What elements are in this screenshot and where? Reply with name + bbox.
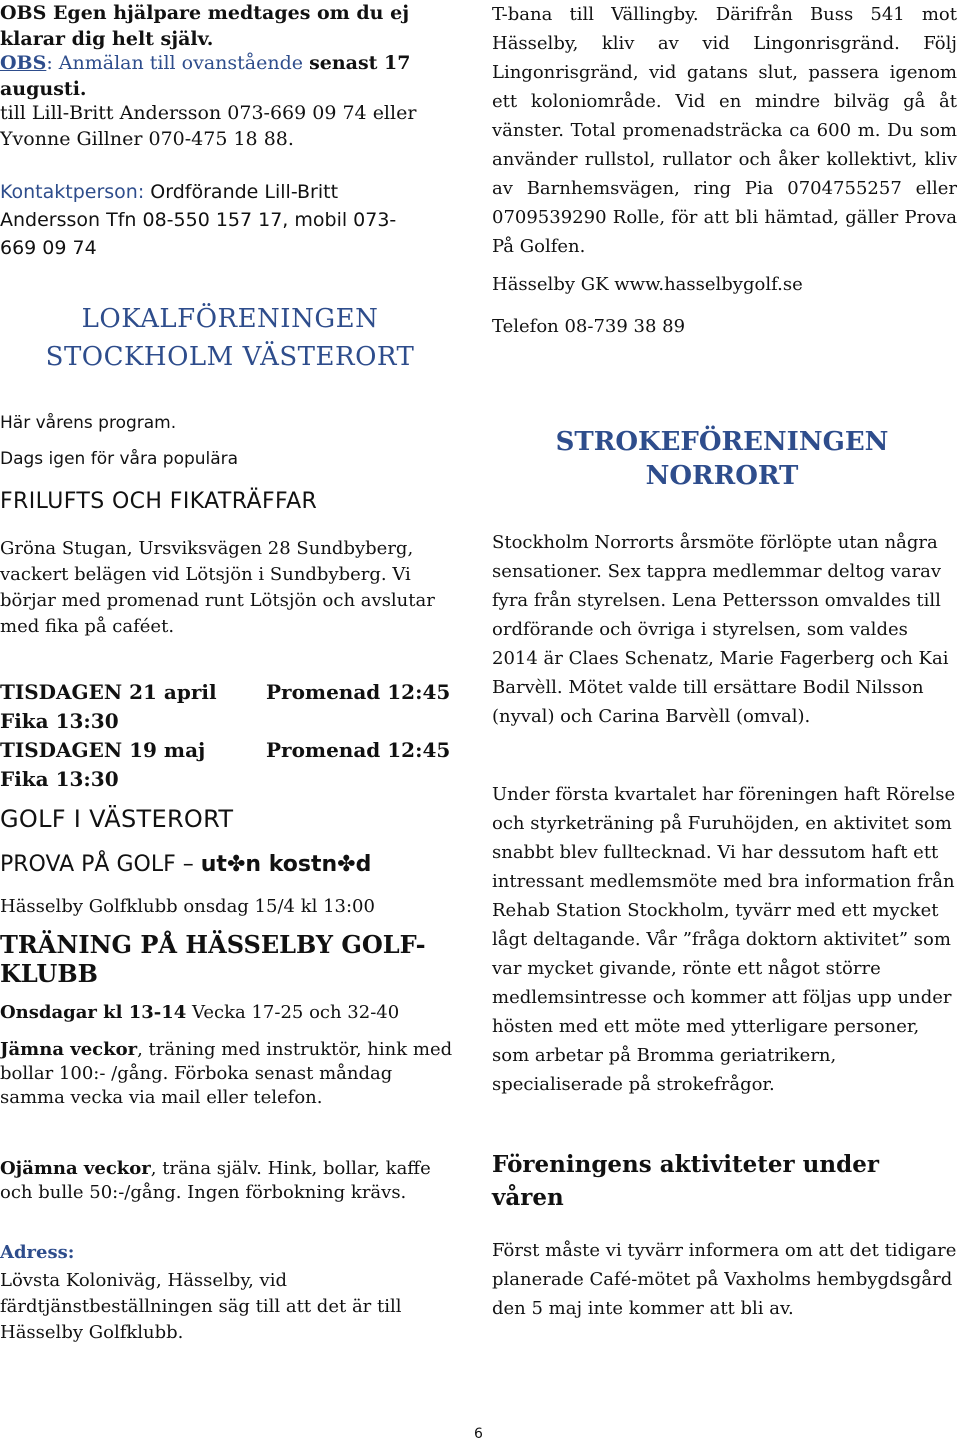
schedule-1-walk: Promenad 12:45	[266, 680, 451, 704]
lokalforeningen-heading	[0, 300, 460, 376]
kvartal-text: Under första kvartalet har föreningen haft Rörelse och styrketräning på Furuhöjden, en aktivitet som snabbt blev fulltecknad. Vi har dessutom haft ett intressant medlemsmöte med bra information från Rehab Station Stockholm, tyvärr med ett mycket lågt deltagande. Vår ”fråga doktorn aktivitet” som var mycket givande, rönte ett något större medlemsintresse och kommer att följas upp under hösten med ett möte med ytterligare personer, som arbetar på Bromma geriatrikern, specialiserade på strokefrågor.	[492, 784, 956, 1095]
stroke-heading-line-1: STROKEFÖRENINGEN	[555, 427, 889, 457]
golf-phone: Telefon 08-739 38 89	[492, 316, 686, 337]
aktiviteter-heading: Föreningens aktiviteter under våren	[492, 1151, 879, 1211]
ojamna-label: Ojämna veckor	[0, 1158, 151, 1179]
cafe-info: Först måste vi tyvärr informera om att det tidigare planerade Café-mötet på Vaxholms hembygdsgård den 5 maj inte kommer att bli av.	[492, 1240, 957, 1319]
prova-prefix: PROVA PÅ GOLF –	[0, 852, 201, 877]
onsdagar-info	[0, 1000, 399, 1025]
heading-line-1: LOKALFÖRENINGEN	[81, 304, 379, 334]
contact-line: till Lill-Britt Andersson 073-669 09 74 eller Yvonne Gillner 070-475 18 88.	[0, 102, 417, 150]
contact-text: Ordförande Lill-Britt Andersson Tfn 08-550 157 17, mobil 073-669 09 74	[0, 181, 397, 259]
adress-label: Adress:	[0, 1242, 75, 1263]
strokeforeningen-heading	[492, 425, 952, 493]
schedule-1-day: TISDAGEN 21 april	[0, 680, 217, 704]
adress-text: Lövsta Koloniväg, Hässelby, vid färdtjänstbeställningen säg till att det är till Hässelby Golfklubb.	[0, 1270, 402, 1343]
jamna-veckor-info	[0, 1038, 455, 1110]
schedule-2-walk: Promenad 12:45	[266, 738, 451, 762]
ojamna-veckor-info	[0, 1157, 440, 1205]
obs-registration-note	[0, 50, 450, 102]
obs-label: OBS	[0, 52, 47, 74]
obs-text: : Anmälan till ovanstående	[46, 52, 310, 74]
schedule-1	[0, 678, 460, 736]
traning-heading: TRÄNING PÅ HÄSSELBY GOLF-KLUBB	[0, 930, 426, 988]
grona-stugan-info: Gröna Stugan, Ursviksvägen 28 Sundbyberg, vackert belägen vid Lötsjön i Sundbyberg. Vi börjar med promenad runt Lötsjön och avslutar med fika på caféet.	[0, 538, 435, 637]
spring-program-intro: Här vårens program.	[0, 413, 177, 433]
prova-free-c: d	[355, 852, 372, 877]
schedule-2	[0, 736, 460, 794]
stroke-heading-line-2: NORRORT	[645, 461, 799, 491]
popular-again: Dags igen för våra populära	[0, 449, 239, 469]
golfklubb-date: Hässelby Golfklubb onsdag 15/4 kl 13:00	[0, 896, 375, 917]
jamna-label: Jämna veckor	[0, 1039, 138, 1060]
prova-free-a: ut	[200, 852, 227, 877]
onsdagar-label: Onsdagar kl 13-14	[0, 1002, 187, 1023]
prova-pa-golf	[0, 850, 371, 880]
ojamna-text: , träna själv. Hink, bollar, kaffe och bulle 50:-/gång. Ingen förbokning krävs.	[0, 1158, 431, 1203]
page-number: 6	[474, 1426, 483, 1442]
schedule-2-day: TISDAGEN 19 maj	[0, 738, 206, 762]
onsdagar-weeks: Vecka 17-25 och 32-40	[186, 1002, 400, 1023]
friluft-heading: FRILUFTS OCH FIKATRÄFFAR	[0, 489, 318, 514]
golf-website: Hässelby GK www.hasselbygolf.se	[492, 274, 803, 295]
fleur-icon: ✤	[337, 852, 356, 877]
schedule-1-fika: Fika 13:30	[0, 709, 119, 733]
obs-deadline: senast 17 augusti.	[0, 52, 411, 100]
golf-heading: GOLF I VÄSTERORT	[0, 805, 234, 833]
directions-text: T-bana till Vällingby. Därifrån Buss 541 mot Hässelby, kliv av vid Lingonrisgränd. Följ Lingonrisgränd, vid gatans slut, passera igenom ett koloniområde. Vid en mindre bilväg gå åt vänster. Total promenadsträcka ca 600 m. Du som använder rullstol, rullator och åker kollektivt, kliv av Barnhemsvägen, ring Pia 0704755257 eller 0709539290 Rolle, för att bli hämtad, gäller Prova På Golfen.	[492, 4, 957, 257]
obs-helper-note: OBS Egen hjälpare medtages om du ej klarar dig helt själv.	[0, 2, 410, 50]
fleur-icon: ✤	[226, 852, 246, 877]
jamna-text: , träning med instruktör, hink med bollar 100:- /gång. Förboka senast måndag samma vecka via mail eller telefon.	[0, 1039, 453, 1108]
contact-person	[0, 178, 400, 262]
arsmote-text: Stockholm Norrorts årsmöte förlöpte utan några sensationer. Sex tappra medlemmar deltog varav fyra från styrelsen. Lena Pettersson omvaldes till ordförande och övriga i styrelsen, som valdes 2014 är Claes Schenatz, Marie Fagerberg och Kai Barvèll. Mötet valde till ersättare Bodil Nilsson (nyval) och Carina Barvèll (omval).	[492, 532, 949, 727]
schedule-2-fika: Fika 13:30	[0, 767, 119, 791]
heading-line-2: STOCKHOLM VÄSTERORT	[45, 342, 415, 372]
prova-free-b: n kostn	[245, 852, 338, 877]
contact-label: Kontaktperson:	[0, 181, 145, 203]
